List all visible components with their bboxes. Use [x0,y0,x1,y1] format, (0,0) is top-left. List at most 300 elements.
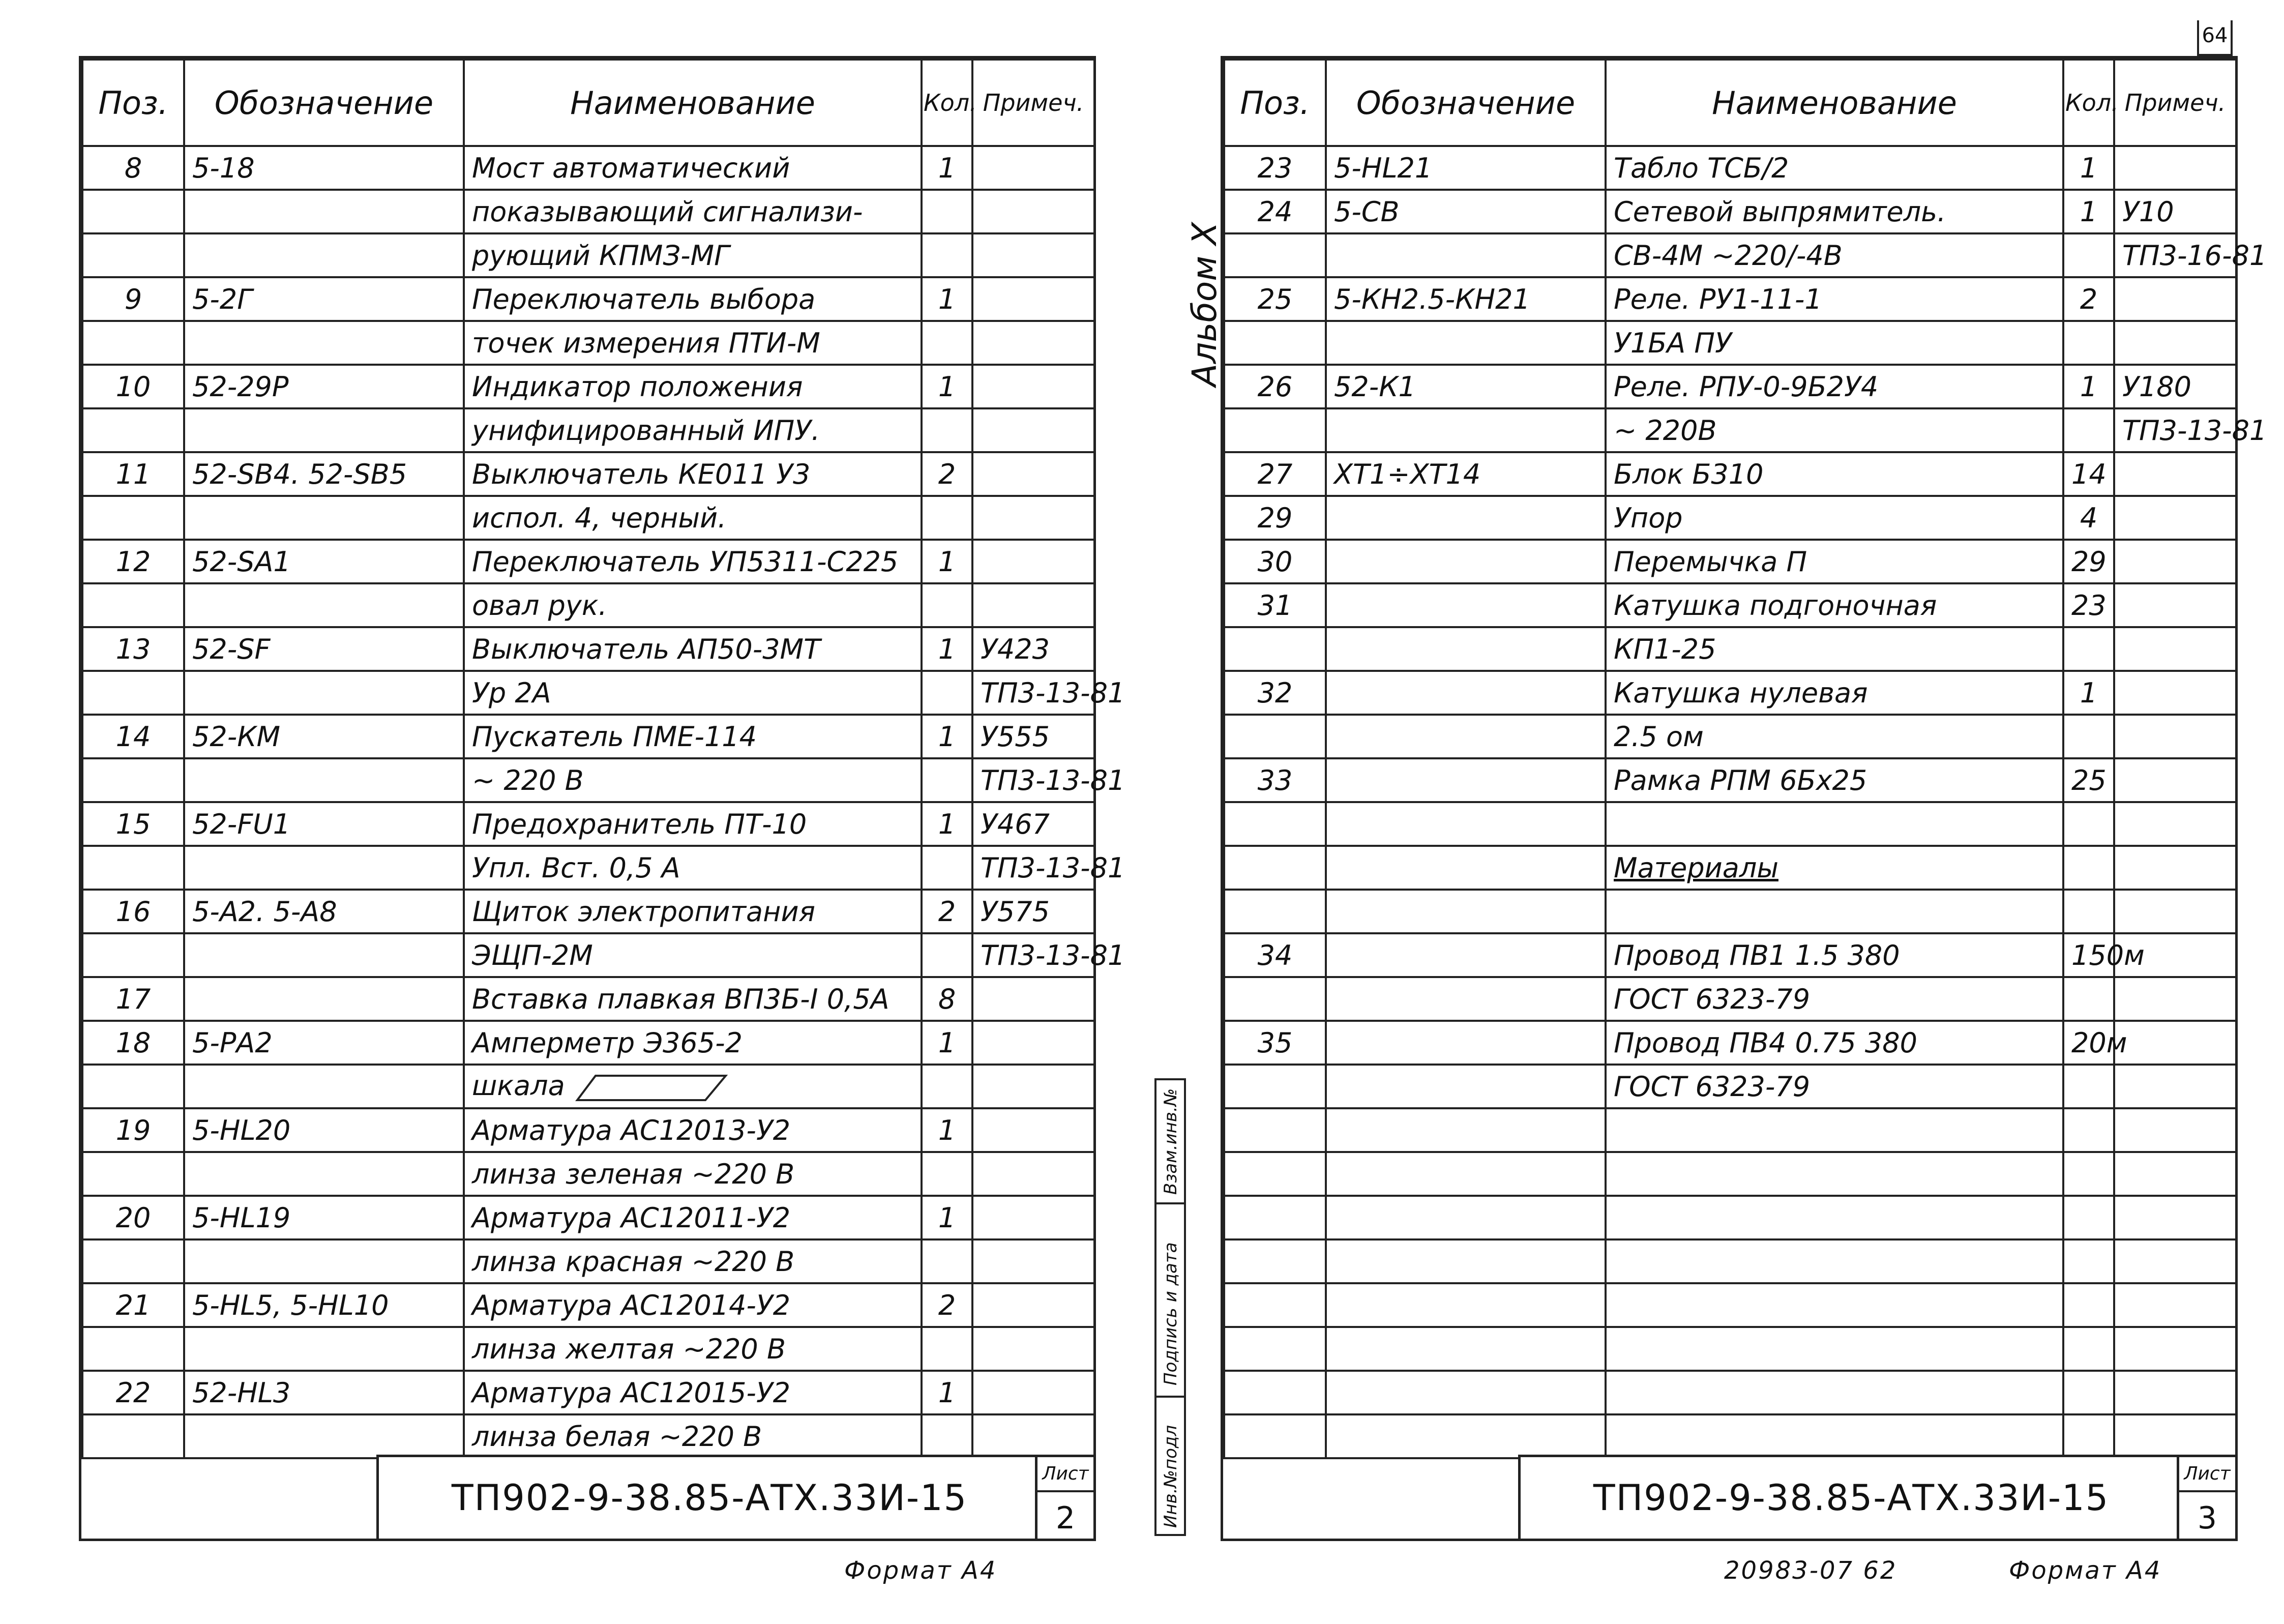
cell-pos [82,321,184,365]
table-row [82,846,1094,890]
table-row [1224,408,2236,452]
table-row [1224,933,2236,977]
col-header-name: Наименование [1606,60,2063,146]
cell-name [1606,1108,2063,1152]
cell-qty [922,671,972,715]
cell-qty [922,933,972,977]
table-row [82,1283,1094,1327]
cell-pos: 17 [82,977,184,1021]
cell-name: ~ 220В [1606,408,2063,452]
right-format-label: Формат А4 [2009,1556,2162,1585]
left-sheet-label: Лист [1037,1457,1093,1492]
cell-qty [922,408,972,452]
cell-qty [2063,802,2114,846]
cell-pos: 34 [1224,933,1326,977]
table-row [82,1239,1094,1283]
table-row [82,933,1094,977]
cell-designation: 5-HL21 [1326,146,1606,190]
cell-designation [184,496,464,540]
col-header-note: Примеч. [2114,60,2236,146]
cell-pos [1224,1196,1326,1239]
col-header-name: Наименование [464,60,922,146]
left-format-label: Формат А4 [844,1556,997,1585]
cell-pos [1224,408,1326,452]
cell-note [972,977,1094,1021]
side-stamp [1154,1078,1186,1536]
cell-designation [1326,1371,1606,1414]
cell-qty: 2 [922,1283,972,1327]
cell-note [2114,1196,2236,1239]
table-row [1224,715,2236,758]
cell-qty [922,1065,972,1108]
col-header-qty: Кол. [922,60,972,146]
table-row [82,1065,1094,1108]
table-row [82,408,1094,452]
cell-designation [184,1327,464,1371]
cell-name [1606,1371,2063,1414]
cell-designation: 5-СВ [1326,190,1606,233]
table-row [1224,1152,2236,1196]
cell-pos: 13 [82,627,184,671]
cell-designation: 52-SA1 [184,540,464,583]
cell-note [972,1414,1094,1458]
cell-name: Арматура АС12015-У2 [464,1371,922,1414]
cell-designation: 52-HL3 [184,1371,464,1414]
cell-qty: 1 [922,540,972,583]
table-row [82,802,1094,846]
table-row [82,1108,1094,1152]
cell-pos [82,758,184,802]
cell-qty: 1 [2063,671,2114,715]
left-spec-table [81,58,1125,1459]
table-row [1224,452,2236,496]
cell-note [2114,802,2236,846]
col-header-designation: Обозначение [1326,60,1606,146]
table-row [82,277,1094,321]
table-row [1224,1021,2236,1065]
cell-qty [922,1327,972,1371]
cell-designation [1326,933,1606,977]
cell-name: ЭЩП-2М [464,933,922,977]
cell-designation: 5-HL20 [184,1108,464,1152]
cell-pos: 31 [1224,583,1326,627]
cell-note [972,321,1094,365]
cell-qty [2063,1196,2114,1239]
cell-name: Амперметр Э365-2 [464,1021,922,1065]
cell-name: Материалы [1606,846,2063,890]
cell-pos: 20 [82,1196,184,1239]
scale-parallelogram-shape [575,1073,728,1103]
cell-qty [2063,1108,2114,1152]
cell-name: линза белая ~220 В [464,1414,922,1458]
cell-designation [184,1239,464,1283]
cell-pos: 25 [1224,277,1326,321]
cell-pos: 32 [1224,671,1326,715]
cell-note [2114,1414,2236,1458]
cell-pos: 29 [1224,496,1326,540]
table-row [82,233,1094,277]
cell-qty: 150м [2063,933,2114,977]
cell-qty: 20м [2063,1021,2114,1065]
side-stamp-divider-2 [1156,1396,1184,1398]
cell-name: рующий КПМЗ-МГ [464,233,922,277]
table-row [82,496,1094,540]
table-row [1224,146,2236,190]
cell-note [2114,627,2236,671]
cell-qty [2063,233,2114,277]
cell-note [2114,146,2236,190]
cell-designation [184,671,464,715]
col-header-qty: Кол. [2063,60,2114,146]
side-label-signature: Подпись и дата [1161,1242,1181,1385]
right-sheet-number-box [2177,1457,2235,1539]
cell-pos [82,846,184,890]
cell-note [972,1152,1094,1196]
cell-name: ГОСТ 6323-79 [1606,977,2063,1021]
cell-name: показывающий сигнализи- [464,190,922,233]
cell-designation [184,408,464,452]
cell-designation [1326,540,1606,583]
cell-note [972,1021,1094,1065]
right-spec-body [1224,146,2267,1458]
cell-qty [922,1152,972,1196]
cell-name: Провод ПВ4 0.75 380 [1606,1021,2063,1065]
cell-name: Упл. Вст. 0,5 А [464,846,922,890]
cell-note [972,452,1094,496]
cell-note [2114,846,2236,890]
corner-tag-text: 64 [2202,24,2228,47]
cell-designation: 52-КМ [184,715,464,758]
table-row [82,627,1094,671]
cell-note: ТП3-13-81 [972,758,1094,802]
cell-note [972,1108,1094,1152]
cell-pos [82,496,184,540]
cell-pos: 35 [1224,1021,1326,1065]
cell-note [2114,1371,2236,1414]
left-spec-body [82,146,1125,1458]
album-label: Альбом X [1185,222,1224,387]
cell-pos: 23 [1224,146,1326,190]
right-sheet-number: 3 [2197,1500,2217,1536]
cell-note [972,190,1094,233]
cell-name [1606,890,2063,933]
cell-pos: 33 [1224,758,1326,802]
cell-pos [1224,627,1326,671]
cell-qty: 1 [922,365,972,408]
cell-pos [1224,1152,1326,1196]
cell-qty: 4 [2063,496,2114,540]
cell-qty: 1 [922,627,972,671]
cell-qty: 1 [922,1371,972,1414]
table-row [82,715,1094,758]
cell-note [972,1371,1094,1414]
cell-qty [2063,1283,2114,1327]
cell-pos: 24 [1224,190,1326,233]
cell-qty [922,583,972,627]
table-row [82,540,1094,583]
cell-qty [922,846,972,890]
cell-name: Провод ПВ1 1.5 380 [1606,933,2063,977]
cell-qty: 29 [2063,540,2114,583]
cell-name: Арматура АС12013-У2 [464,1108,922,1152]
cell-designation [1326,321,1606,365]
cell-designation [1326,1196,1606,1239]
table-row [1224,1414,2236,1458]
cell-name: испол. 4, черный. [464,496,922,540]
table-row [82,758,1094,802]
table-row [1224,671,2236,715]
cell-name: ~ 220 В [464,758,922,802]
cell-designation [1326,671,1606,715]
cell-note [2114,1152,2236,1196]
cell-pos: 9 [82,277,184,321]
cell-note [2114,1239,2236,1283]
cell-note [2114,890,2236,933]
cell-name: Ур 2А [464,671,922,715]
cell-qty [2063,715,2114,758]
left-document-code: ТП902-9-38.85-АТХ.33И-15 [451,1477,968,1519]
right-document-code: ТП902-9-38.85-АТХ.33И-15 [1593,1477,2110,1519]
cell-designation: 5-А2. 5-А8 [184,890,464,933]
cell-note [2114,583,2236,627]
cell-qty: 1 [922,146,972,190]
cell-designation: 5-HL5, 5-HL10 [184,1283,464,1327]
cell-pos [82,190,184,233]
cell-qty [922,321,972,365]
cell-name: шкала [464,1065,922,1108]
cell-designation [1326,233,1606,277]
cell-name: Реле. РУ1-11-1 [1606,277,2063,321]
table-row [1224,1283,2236,1327]
cell-qty: 1 [922,1021,972,1065]
cell-name: овал рук. [464,583,922,627]
table-row [82,1414,1094,1458]
cell-name: Рамка РПМ 6Бх25 [1606,758,2063,802]
cell-name: Реле. РПУ-0-9Б2У4 [1606,365,2063,408]
cell-designation [184,583,464,627]
cell-note [2114,452,2236,496]
cell-qty: 1 [2063,365,2114,408]
cell-pos: 18 [82,1021,184,1065]
cell-qty [2063,1414,2114,1458]
cell-name: Катушка подгоночная [1606,583,2063,627]
left-sheet [79,56,1125,1541]
cell-name: Арматура АС12011-У2 [464,1196,922,1239]
cell-pos: 16 [82,890,184,933]
cell-name: унифицированный ИПУ. [464,408,922,452]
cell-note [2114,1327,2236,1371]
table-row [82,1152,1094,1196]
cell-designation [184,1152,464,1196]
cell-qty [922,496,972,540]
cell-name: Блок Б310 [1606,452,2063,496]
cell-pos: 10 [82,365,184,408]
table-row [82,1371,1094,1414]
cell-name: Табло ТСБ/2 [1606,146,2063,190]
cell-note [972,146,1094,190]
cell-note [972,496,1094,540]
cell-note: У575 [972,890,1094,933]
cell-pos [1224,890,1326,933]
table-row [1224,802,2236,846]
left-sheet-number: 2 [1055,1500,1076,1536]
cell-pos [1224,321,1326,365]
col-header-note: Примеч. [972,60,1094,146]
table-row [1224,1196,2236,1239]
cell-qty [2063,408,2114,452]
cell-designation: 5-КН2.5-КН21 [1326,277,1606,321]
cell-name: Мост автоматический [464,146,922,190]
table-row [82,1196,1094,1239]
cell-designation: XT1÷XT14 [1326,452,1606,496]
cell-designation [1326,802,1606,846]
cell-name: Предохранитель ПТ-10 [464,802,922,846]
table-row [1224,1239,2236,1283]
cell-pos [1224,802,1326,846]
right-spec-table [1223,58,2267,1459]
cell-name [1606,802,2063,846]
right-title-stamp [1518,1455,2238,1541]
cell-note [2114,1021,2236,1065]
cell-pos [1224,1283,1326,1327]
table-row [82,977,1094,1021]
cell-qty [2063,1152,2114,1196]
cell-designation [1326,1021,1606,1065]
corner-tag [2197,20,2233,56]
cell-designation: 52-29Р [184,365,464,408]
cell-qty [922,758,972,802]
cell-designation [184,1414,464,1458]
cell-name: Выключатель АП50-3МТ [464,627,922,671]
cell-name: Арматура АС12014-У2 [464,1283,922,1327]
table-row [82,1327,1094,1371]
cell-designation [184,321,464,365]
cell-name [1606,1283,2063,1327]
cell-note: У467 [972,802,1094,846]
cell-note [2114,321,2236,365]
cell-designation [1326,846,1606,890]
cell-note: ТП3-13-81 [2114,408,2236,452]
table-row [82,190,1094,233]
table-row [82,321,1094,365]
cell-pos: 27 [1224,452,1326,496]
cell-pos [82,1065,184,1108]
cell-name [1606,1196,2063,1239]
cell-pos: 22 [82,1371,184,1414]
cell-note: У10 [2114,190,2236,233]
cell-qty: 2 [2063,277,2114,321]
right-header-row [1224,60,2236,146]
cell-note: ТП3-13-81 [972,933,1094,977]
table-row [1224,977,2236,1021]
cell-note [2114,715,2236,758]
cell-designation [1326,496,1606,540]
cell-qty: 1 [922,1108,972,1152]
cell-qty [2063,846,2114,890]
cell-designation [184,846,464,890]
cell-note [972,583,1094,627]
cell-designation [1326,627,1606,671]
cell-pos [82,671,184,715]
cell-pos: 15 [82,802,184,846]
cell-name: Индикатор положения [464,365,922,408]
cell-qty [2063,1239,2114,1283]
cell-qty [2063,890,2114,933]
table-row [1224,365,2236,408]
cell-qty [2063,977,2114,1021]
cell-designation [184,977,464,1021]
cell-qty [922,190,972,233]
cell-name: КП1-25 [1606,627,2063,671]
cell-name: линза зеленая ~220 В [464,1152,922,1196]
cell-designation: 52-FU1 [184,802,464,846]
cell-note [2114,540,2236,583]
table-row [1224,1108,2236,1152]
cell-note: ТП3-13-81 [972,846,1094,890]
right-sheet-label: Лист [2179,1457,2235,1492]
cell-designation [1326,1414,1606,1458]
cell-name: линза красная ~220 В [464,1239,922,1283]
cell-pos: 19 [82,1108,184,1152]
cell-pos: 26 [1224,365,1326,408]
cell-note [972,408,1094,452]
cell-note [972,365,1094,408]
cell-name [1606,1152,2063,1196]
right-sheet [1221,56,2267,1541]
cell-name: Перемычка П [1606,540,2063,583]
cell-qty: 1 [2063,190,2114,233]
cell-name: Вставка плавкая ВП3Б-I 0,5А [464,977,922,1021]
cell-name: ГОСТ 6323-79 [1606,1065,2063,1108]
cell-pos [1224,1239,1326,1283]
cell-note [2114,1283,2236,1327]
cell-name: Сетевой выпрямитель. [1606,190,2063,233]
cell-designation [1326,1239,1606,1283]
cell-designation [184,190,464,233]
cell-designation [1326,977,1606,1021]
cell-designation [1326,1327,1606,1371]
table-row [1224,583,2236,627]
cell-designation [184,1065,464,1108]
cell-name: Переключатель УП5311-С225 [464,540,922,583]
cell-qty [2063,1371,2114,1414]
table-row [82,671,1094,715]
cell-designation [1326,1108,1606,1152]
cell-designation [1326,890,1606,933]
cell-pos [1224,1371,1326,1414]
table-row [82,146,1094,190]
table-row [1224,890,2236,933]
cell-name: Упор [1606,496,2063,540]
right-footer-number: 20983-07 62 [1724,1556,1897,1585]
cell-qty: 2 [922,890,972,933]
left-sheet-number-box [1035,1457,1093,1539]
cell-note [972,1239,1094,1283]
cell-note [2114,977,2236,1021]
table-row [1224,496,2236,540]
table-row [1224,321,2236,365]
cell-pos [1224,1414,1326,1458]
cell-note: ТП3-13-81 [972,671,1094,715]
cell-pos [82,1239,184,1283]
cell-name: 2.5 ом [1606,715,2063,758]
cell-designation: 5-РА2 [184,1021,464,1065]
cell-qty: 1 [2063,146,2114,190]
cell-qty: 2 [922,452,972,496]
cell-note: У180 [2114,365,2236,408]
cell-qty [922,1239,972,1283]
table-row [82,890,1094,933]
